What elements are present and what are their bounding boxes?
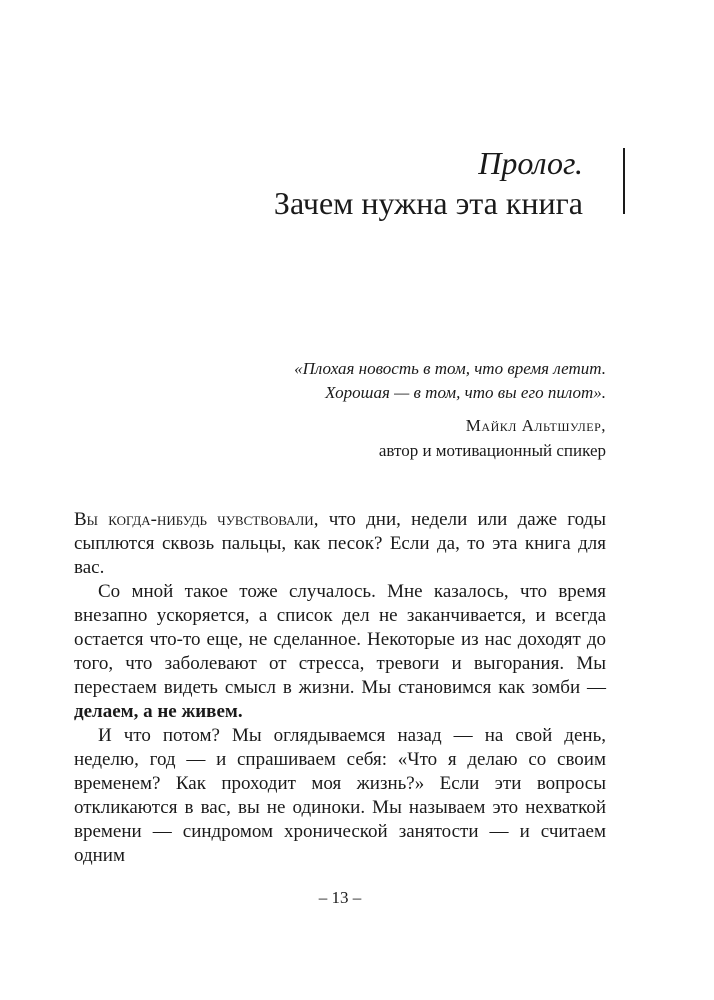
paragraph-1-lead: Вы когда-нибудь чувствовали <box>74 509 314 530</box>
paragraph-2-bold: делаем, а не живем. <box>74 701 243 722</box>
epigraph-quote-line-2: Хорошая — в том, что вы его пилот». <box>325 383 606 402</box>
epigraph-author-role: автор и мотивационный спикер <box>378 441 606 460</box>
paragraph-2-text: Со мной такое тоже случалось. Мне казалось, что время внезапно ускоряется, а список дел не заканчивается, и всегда остается что-то еще, не сделанное. Некоторые из нас доходят до того, что заболевают от стресса, тревоги и выгорания. Мы перестаем видеть смысл в жизни. Мы становимся как зомби — <box>74 581 606 698</box>
epigraph-author: Майкл Альтшулер, <box>465 416 606 435</box>
epigraph-quote <box>186 357 606 405</box>
heading-vertical-rule <box>623 148 625 214</box>
body-text <box>74 508 606 868</box>
paragraph-2 <box>74 580 606 724</box>
page-number: – 13 – <box>318 888 362 907</box>
paragraph-3: И что потом? Мы оглядываемся назад — на свой день, неделю, год — и спрашиваем себя: «Что я делаю со своим временем? Как проходит моя жизнь?» Если эти вопросы откликаются в вас, вы не одиноки. Мы называем это нехваткой времени — синдромом хронической занятости — и считаем одним <box>74 725 606 866</box>
paragraph-1-text: , что дни, недели или даже годы сыплются сквозь пальцы, как песок? Если да, то эта книга для вас. <box>74 509 606 578</box>
chapter-label: Пролог. <box>478 145 583 181</box>
epigraph-quote-line-1: «Плохая новость в том, что время летит. <box>294 359 606 378</box>
chapter-title: Зачем нужна эта книга <box>273 185 583 221</box>
epigraph <box>186 357 606 463</box>
chapter-heading <box>274 143 583 223</box>
paragraph-1 <box>74 508 606 580</box>
